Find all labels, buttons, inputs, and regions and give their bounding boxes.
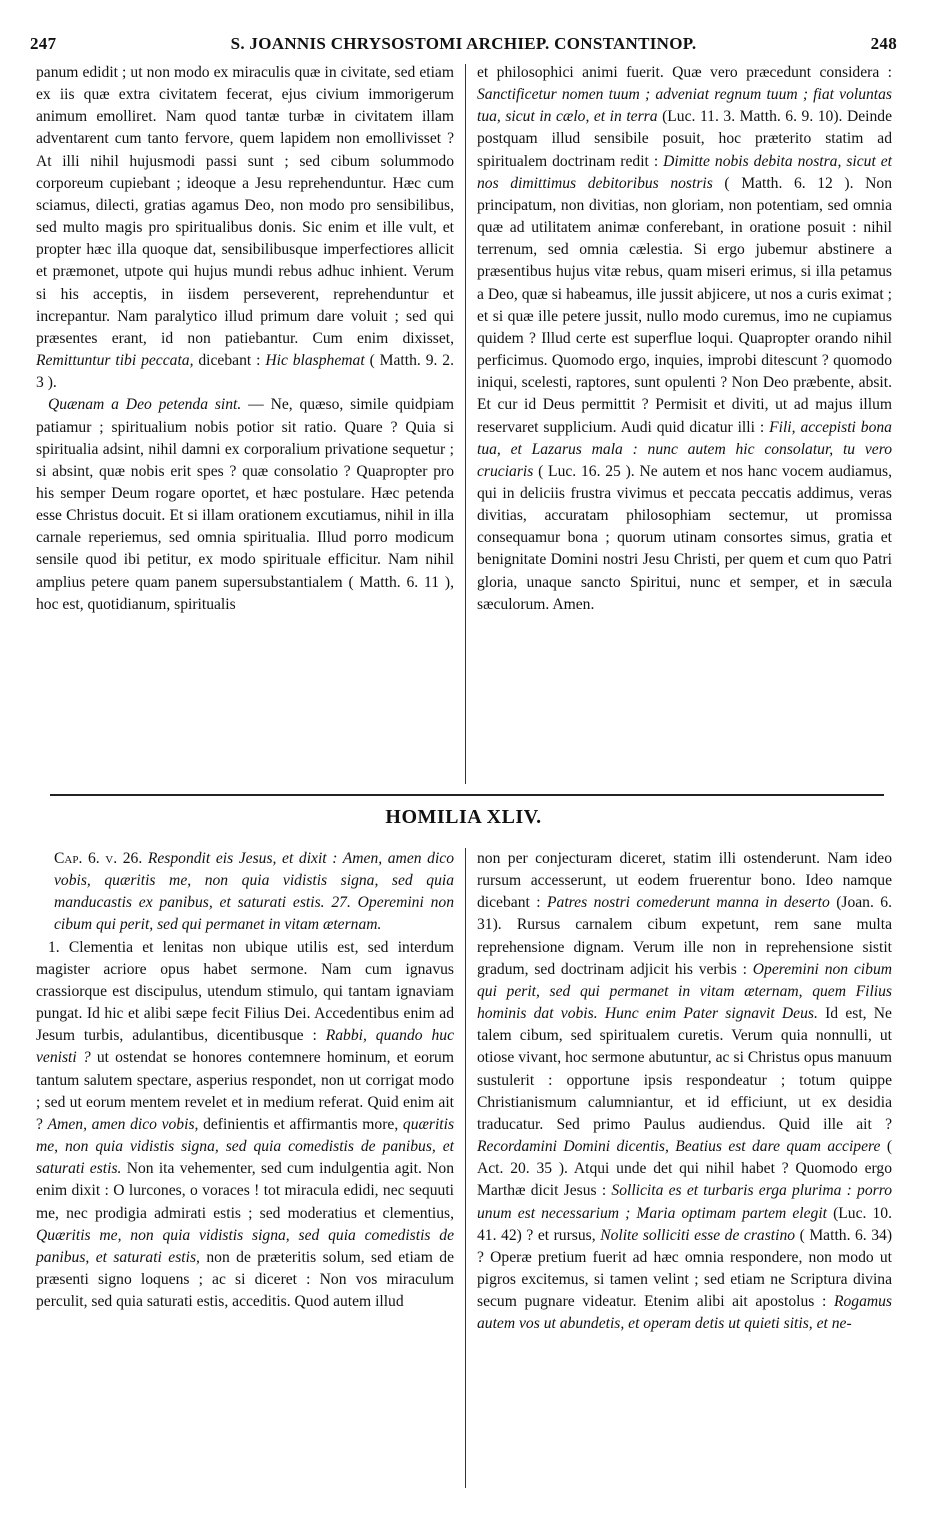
right-page-number: 248 (870, 34, 897, 53)
text-run: Non ita vehementer, sed cum indulgentia agit. Non enim dixit : O lurcones, o voraces ! tot miracula edidi, nec sequuti me, nec prodigia admirati estis ; sed moderatius et clementius, (36, 1160, 454, 1222)
homily-title: HOMILIA XLIV. (385, 806, 542, 828)
text-run: definientis et affirmantis more, (203, 1115, 399, 1133)
paragraph (477, 848, 892, 1335)
quote-run: Rabbi, quando huc venisti ? (36, 1027, 454, 1067)
text-run: non de præteritis solum, sed etiam de præsenti signo loquens ; ac si diceret : Non vos miraculum perculit, sed quia saturati estis, acceditis. Quod autem illud (36, 1248, 454, 1311)
bottom-right-column (477, 848, 892, 1335)
text-run: Rursus carnalem cibum expetunt, rem sane multa reprehensione dignam. Verum ille non in reprehensione sistit gradum, sed doctrinam adjicit his verbis : (477, 916, 892, 978)
scripture-text: Respondit eis Jesus, et dixit : Amen, amen dico vobis, quæritis me, non quia vidistis signa, sed quia manducastis ex panibus, et saturati estis. 27. Operemini non cibum qui perit, sed qui permanet in vitam æternam. (54, 850, 454, 934)
quote-run: Fili, accepisti bona tua, et Lazarus mala : nunc autem hic consolatur, tu vero cruciaris (477, 418, 892, 480)
reference: ( Act. 20. 35 ). (477, 1138, 893, 1178)
text-run: ut ostendat se honores contemnere hominum, et eorum tantum salutem spectare, asperius respondet, non ut corrigat modo ; sed ut eorum mentem revelet et in medium referat. Quid enim ait ? (36, 1049, 454, 1133)
text-run: et rursus, (537, 1226, 596, 1244)
reference: (Joan. 6. 31). (477, 894, 892, 934)
text-run: — Ne, quæso, simile quidpiam patiamur ; spiritualium nobis potior sit ratio. Quare ? Quia si spiritualia adsint, nihil damni ex corporalium privatione sequetur ; si absint, quæ nobis erit spes ? quæ consolatio ? Quapropter pro his semper Deum rogare oportet, et hæc postulare. Hæc petenda esse Christus docuit. Et si illam orationem excutiamus, nihil in illa carnale reperiemus, sed omnia spiritualia. Illud porro modicum sensile quod ibi petitur, ex modo spirituale efficitur. Nam nihil amplius petere quam panem supersubstantialem (36, 396, 454, 591)
text-run: hoc est, quotidianum, spiritualis (36, 595, 236, 613)
quote-run: Dimitte nobis debita nostra, sicut et nos dimittimus debitoribus nostris (477, 152, 892, 192)
quote-run: quæritis me, non quia vidistis signa, sed quia comedistis de panibus, et saturati estis. (36, 1115, 455, 1178)
section-lead: Quænam a Deo petenda sint. (48, 396, 242, 414)
quote-run: Recordamini Domini dicentis, Beatius est dare quam accipere (477, 1138, 881, 1156)
paragraph (477, 62, 892, 616)
text-run: Ne autem et nos hanc vocem audiamus, qui in deliciis frustra vivimus et peccata peccatis addimus, veras divitias, accuratam philosophiam sectemur, ut promissa consequamur bona ; quorum utinam consortes simus, gratia et benignitate Domini nostri Jesu Christi, per quem et cum quo Patri gloria, unaque sancto Spiritui, nunc et semper, et in sæcula sæculorum. Amen. (477, 462, 892, 613)
reference: ( Matth. 6. 12 ). (724, 174, 854, 192)
chapter-verse-block (36, 848, 454, 937)
reference: ( Matth. 9. 2. 3 ). (36, 352, 454, 392)
top-right-column (477, 62, 892, 616)
text-run: 1. Clementia et lenitas non ubique utilis est, sed interdum magister acriore opus habet sermone. Nam cum ignavus crassiorque est discipulus, utendum stimulo, qui tantam ignaviam pungat. Id hic et alibi sæpe fecit Filius Dei. Accedentibus enim ad Jesum turbis, adulantibus, dicentibusque : (36, 938, 454, 1045)
quote-run: Sanctificetur nomen tuum ; adveniat regnum tuum ; fiat voluntas tua, sicut in cælo, et in terra (477, 86, 892, 126)
left-page-number: 247 (30, 34, 57, 53)
running-head (30, 34, 897, 58)
quote-run: Amen, amen dico vobis, (47, 1115, 199, 1133)
text-run: Non principatum, non divitias, non gloriam, non potentiam, sed omnia quæ ad utilitatem animæ conferebant, in oratione posuit : nihil terrenum, sed omnia cælestia. Si ergo jubemur abstinere a præsentibus hujus vitæ rebus, quam miseri erimus, si illa petamus a Deo, quæ si habeamus, ille jussit abjicere, ut nos a curis eximat ; et si quæ ille petere jussit, nullo modo curemus, imo ne cupiamus quidem ? Illud certe est superflue loqui. Quapropter orando nihil perficimus. Quomodo ergo, inquies, improbi ditescunt ? quomodo iniqui, scelesti, raptores, sunt opulenti ? Non Deo præbente, absit. Et cur id Deus permittit ? Permisit et diviti, ut ad majus illum reservaret supplicium. Audi quid dicatur illi : (477, 174, 892, 436)
quote-run: Operemini non cibum qui perit, sed qui permanet in vitam æternam, quem Filius hominis dat vobis. Hunc enim Pater signavit Deus. (477, 960, 892, 1023)
bottom-left-column (36, 848, 454, 1313)
reference: ( Matth. 6. 11 ), (348, 573, 454, 591)
reference: (Luc. 10. 41. 42) ? (477, 1204, 892, 1244)
column-divider-bottom (465, 848, 466, 1488)
text-run: Id est, Ne talem cibum, sed spiritualem curetis. Verum quia nonnulli, ut otiose vivant, hoc sermone abutuntur, ac si Christus opus manuum sustulerit : opportune ipsis respondeatur ; totum quippe Christianismum calumniantur, et id efficiunt, ut ex desidia traducatur. Sed primo Paulus audiendus. Quid ille ait ? (477, 1005, 892, 1133)
text-run: Deinde postquam illud sensibile posuit, hoc præterito statim ad spiritualem doctrinam redit : (477, 108, 893, 170)
quote-run: Sollicita es et turbaris erga plurima : porro unum est necessarium ; Maria optimam partem elegit (477, 1182, 892, 1222)
quote-run: Quæritis me, non quia vidistis signa, sed quia comedistis de panibus, et saturati estis, (36, 1226, 454, 1266)
section-rule (50, 794, 884, 796)
reference: ( Matth. 6. 34) ? (477, 1226, 893, 1266)
column-divider-top (465, 64, 466, 784)
quote-run: Nolite solliciti esse de crastino (600, 1226, 796, 1244)
text-run: panum edidit ; ut non modo ex miraculis quæ in civitate, sed etiam ex iis quæ extra civitatem fecerat, ejus civium immorigerum animum emolliret. Nam quod tantæ turbæ in civitatem illam adventarent cum tanto fervore, quem lapidem non emollivisset ? At illi nihil hujusmodi passi sunt ; sed cibum solummodo corporeum cupiebant ; ideoque a Jesu reprehenduntur. Hæc cum sciamus, dilecti, gratias agamus Deo, non modo pro sensibilibus, sed multo magis pro spiritualibus donis. Sic enim et ille vult, et propter hæc illa quoque dat, sensibilibusque imperfectiores allicit et præmonet, utpote qui hujus mundi rebus adhuc inhient. Verum si his acceptis, in iisdem perseverent, reprehenduntur et increpantur. Nam paralytico illud primum dare voluit ; sed qui præsentes erant, id non patiebantur. Cum enim dixisset, (36, 64, 454, 347)
text-run: non per conjecturam diceret, statim illi ostenderunt. Nam ideo rursum accesserunt, ut eodem fruerentur bono. Ideo namque dicebant : (477, 850, 892, 912)
quote-run: Hic blasphemat (265, 352, 365, 370)
paragraph (36, 62, 454, 394)
chapter-label: Cap. 6. v. 26. (54, 850, 143, 867)
paragraph (36, 937, 454, 1314)
reference: (Luc. 11. 3. Matth. 6. 9. 10). (662, 108, 843, 126)
quote-run: Remittuntur tibi peccata, (36, 352, 194, 370)
paragraph (36, 394, 454, 616)
text-run: dicebant : (198, 352, 261, 370)
reference: ( Luc. 16. 25 ). (538, 462, 635, 480)
quote-run: Patres nostri comederunt manna in deserto (547, 894, 830, 912)
text-run: Operæ pretium fuerit ad hæc omnia respondere, non modo ut pigros excitemus, si tamen velint ; sed etiam ne Scriptura divina secum pugnare videatur. Etenim alibi ait apostolus : (477, 1248, 892, 1311)
quote-run: Rogamus autem vos ut abundetis, et operam detis ut quieti sitis, et ne- (477, 1293, 892, 1333)
running-title: S. JOANNIS CHRYSOSTOMI ARCHIEP. CONSTANTINOP. (230, 34, 697, 53)
top-left-column (36, 62, 454, 616)
text-run: et philosophici animi fuerit. Quæ vero præcedunt considera : (477, 64, 892, 81)
text-run: Atqui unde det qui nihil habet ? Quomodo ergo Marthæ dicit Jesus : (477, 1160, 892, 1200)
